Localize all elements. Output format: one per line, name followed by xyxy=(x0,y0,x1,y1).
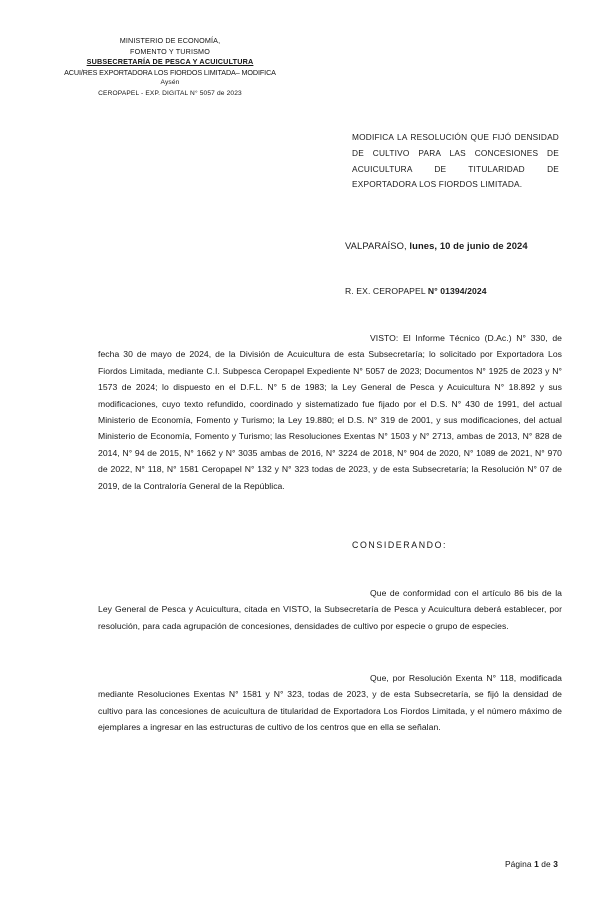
place-and-date xyxy=(345,240,575,251)
footer-separator: de xyxy=(538,859,554,869)
letterhead-subsecretary: SUBSECRETARÍA DE PESCA Y ACUICULTURA xyxy=(86,57,254,67)
letterhead-file-number: CEROPAPEL - EXP. DIGITAL N° 5057 de 2023 xyxy=(98,89,242,97)
place-name: VALPARAÍSO, xyxy=(345,240,410,251)
page-footer xyxy=(0,859,600,869)
issue-date: lunes, 10 de junio de 2024 xyxy=(409,240,528,251)
letterhead-ministry-line-1: MINISTERIO DE ECONOMÍA, xyxy=(119,36,221,45)
footer-total-pages: 3 xyxy=(553,859,558,869)
resolution-number-label: R. EX. CEROPAPEL xyxy=(345,286,428,296)
letterhead-ministry-line-2: FOMENTO Y TURISMO xyxy=(130,46,210,56)
letterhead xyxy=(45,36,295,100)
letterhead-reference-code: ACUI/RES EXPORTADORA LOS FIORDOS LIMITADA– MODIFICA xyxy=(64,67,276,77)
considerando-heading: CONSIDERANDO: xyxy=(352,540,448,550)
footer-current-page: 1 xyxy=(534,859,539,869)
resolution-number-value: N° 01394/2024 xyxy=(427,286,487,296)
resolution-number xyxy=(345,286,487,296)
considerando-paragraph-2: Que, por Resolución Exenta N° 118, modificada mediante Resoluciones Exentas N° 1581 y N° 323, todas de 2023, y de esta Subsecretaría, se fijó la densidad de cultivo para las concesiones de acuicultura de titularidad de Exportadora Los Fiordos Limitada, y el número máximo de ejemplares a ingresar en las estructuras de cultivo de los centros que en ella se señalan. xyxy=(98,673,562,733)
visto-paragraph: VISTO: El Informe Técnico (D.Ac.) N° 330, de fecha 30 de mayo de 2024, de la División de Acuicultura de esta Subsecretaría; lo solicitado por Exportadora Los Fiordos Limitada, mediante C.I. Subpesca Ceropapel Expediente N° 5057 de 2023; Documentos N° 1925 de 2023 y N° 1573 de 2024; lo dispuesto en el D.F.L. N° 5 de 1983; la Ley General de Pesca y Acuicultura N° 18.892 y sus modificaciones, cuyo texto refundido, coordinado y sistematizado fue fijado por el D.S. N° 430 de 1991, del actual Ministerio de Economía, Fomento y Turismo; la Ley 19.880; el D.S. N° 319 de 2001, y sus modificaciones, del actual Ministerio de Economía, Fomento y Turismo; las Resoluciones Exentas N° 1503 y N° 2713, ambas de 2013, N° 828 de 2014, N° 94 de 2015, N° 1662 y N° 3035 ambas de 2016, N° 3224 de 2018, N° 904 de 2020, N° 1089 de 2021, N° 970 de 2022, N° 118, N° 1581 Ceropapel N° 132 y N° 323 todas de 2023, y de esta Subsecretaría; la Resolución N° 07 de 2019, de la Contraloría General de la República. xyxy=(98,333,562,491)
subject-block: MODIFICA LA RESOLUCIÓN QUE FIJÓ DENSIDAD DE CULTIVO PARA LAS CONCESIONES DE ACUICULTURA DE TITULARIDAD DE EXPORTADORA LOS FIORDOS LIMITADA. xyxy=(352,132,559,190)
letterhead-region: Aysén xyxy=(160,79,180,87)
considerando-paragraph-1: Que de conformidad con el artículo 86 bis de la Ley General de Pesca y Acuicultura, citada en VISTO, la Subsecretaría de Pesca y Acuicultura deberá establecer, por resolución, para cada agrupación de concesiones, densidades de cultivo por especie o grupo de especies. xyxy=(98,588,562,631)
footer-page-prefix: Página xyxy=(504,859,535,869)
